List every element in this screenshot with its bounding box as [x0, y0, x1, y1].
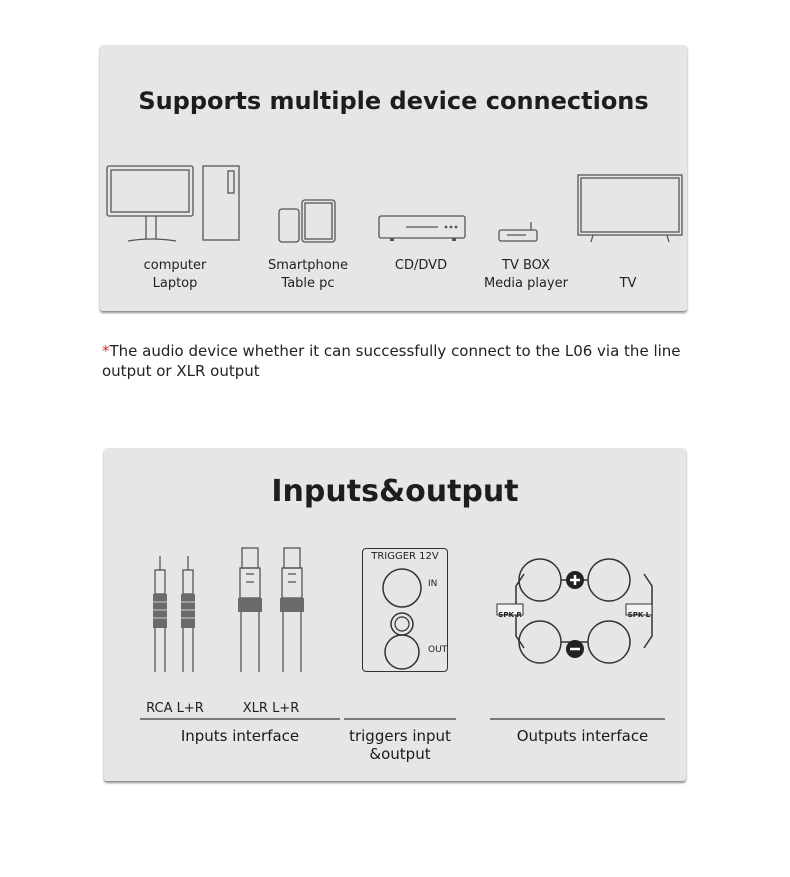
triggers-divider — [344, 718, 456, 720]
compatibility-note — [102, 341, 702, 381]
smartphone-tablet-icon — [278, 199, 338, 245]
io-title: Inputs&output — [271, 474, 519, 509]
rca-connector-icon — [148, 556, 208, 672]
note-asterisk: * — [102, 342, 110, 360]
spk-r-label: SPK R — [498, 611, 522, 619]
note-text: The audio device whether it can successfully connect to the L06 via the line output or XLR output — [102, 342, 681, 380]
xlr-label: XLR L+R — [242, 701, 300, 716]
trigger-header: TRIGGER 12V — [371, 551, 439, 562]
inputs-divider — [140, 718, 340, 720]
tv-box-label: TV BOX Media player — [483, 258, 569, 291]
tv-icon — [577, 174, 685, 244]
spk-l-label: SPK L — [627, 611, 651, 619]
connections-title: Supports multiple device connections — [138, 87, 649, 115]
outputs-interface-label: Outputs interface — [516, 727, 649, 745]
device-connections-panel — [100, 45, 687, 311]
computer-label: computer Laptop — [143, 258, 207, 291]
rca-label: RCA L+R — [146, 701, 204, 716]
tv-label: TV — [619, 276, 637, 291]
xlr-connector-icon — [236, 548, 316, 672]
trigger-out-label: OUT — [428, 645, 448, 655]
tv-box-icon — [498, 221, 540, 243]
inputs-output-panel — [104, 448, 686, 781]
cd-dvd-player-icon — [378, 215, 468, 243]
computer-icon — [106, 165, 246, 245]
inputs-interface-label: Inputs interface — [180, 727, 300, 745]
trigger-in-label: IN — [428, 579, 438, 589]
outputs-divider — [490, 718, 665, 720]
cd-dvd-label: CD/DVD — [394, 258, 448, 273]
smartphone-label: Smartphone Table pc — [267, 258, 348, 291]
triggers-label: triggers input &output — [349, 727, 451, 763]
